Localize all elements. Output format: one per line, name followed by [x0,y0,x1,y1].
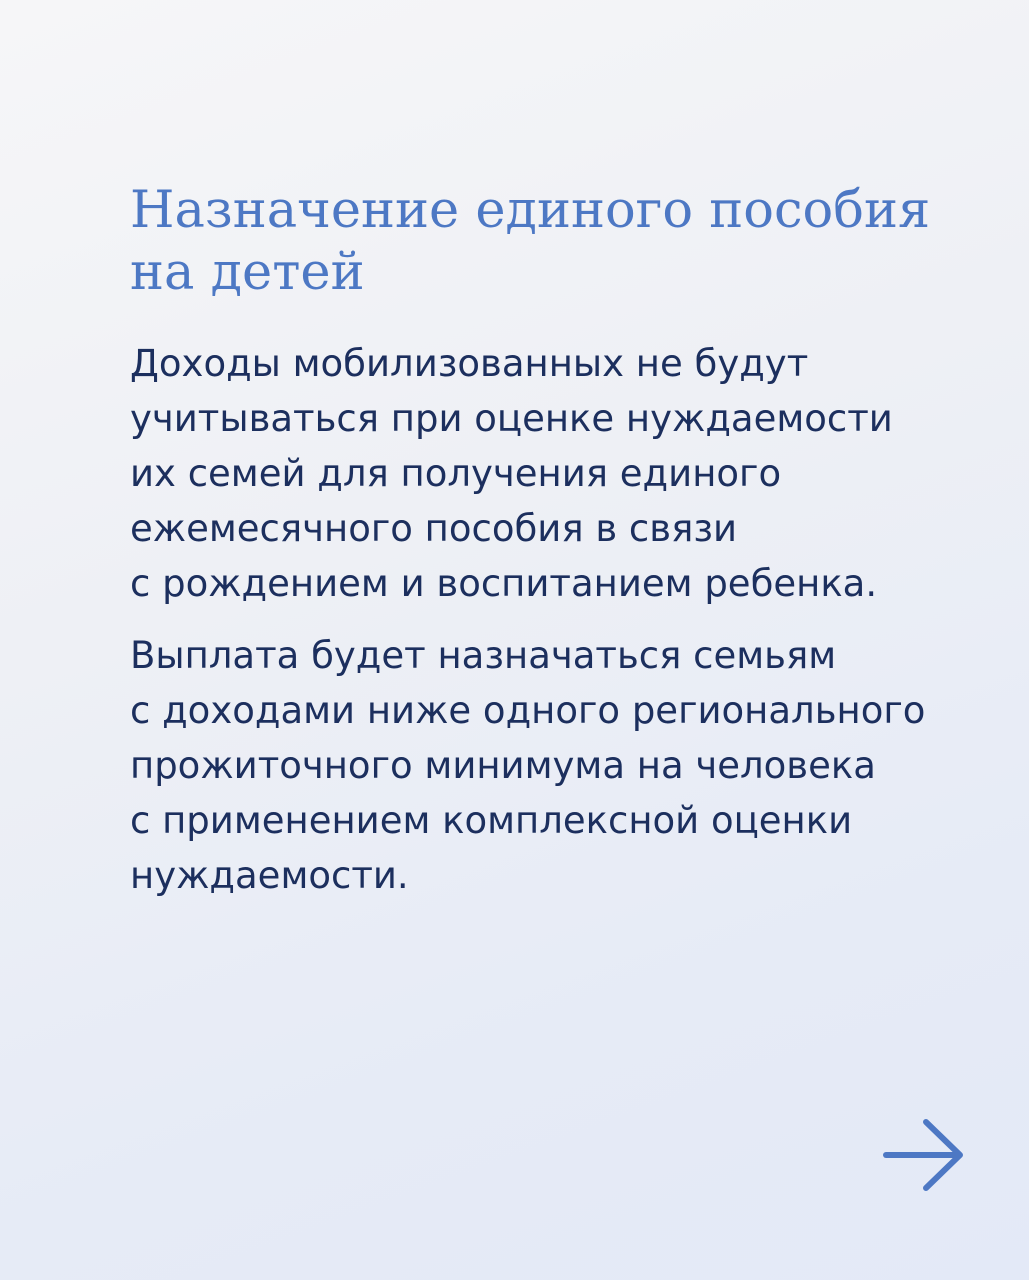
paragraph-line: Выплата будет назначаться семьям [130,634,837,677]
paragraph-line: их семей для получения единого [130,452,782,495]
body-paragraph-income [130,336,990,611]
slide-title [130,180,990,304]
slide-title-line: на детей [130,243,365,302]
paragraph-line: учитываться при оценке нуждаемости [130,397,893,440]
paragraph-line: прожиточного минимума на человека [130,744,876,787]
slide-title-line: Назначение единого пособия [130,181,931,240]
next-slide-button[interactable] [882,1115,966,1195]
paragraph-line: нуждаемости. [130,854,409,897]
paragraph-line: с доходами ниже одного регионального [130,689,926,732]
paragraph-line: с рождением и воспитанием ребенка. [130,562,878,605]
paragraph-line: с применением комплексной оценки [130,799,853,842]
paragraph-line: Доходы мобилизованных не будут [130,342,809,385]
paragraph-line: ежемесячного пособия в связи [130,507,738,550]
body-paragraph-payment [130,628,990,903]
arrow-right-icon [882,1115,966,1195]
